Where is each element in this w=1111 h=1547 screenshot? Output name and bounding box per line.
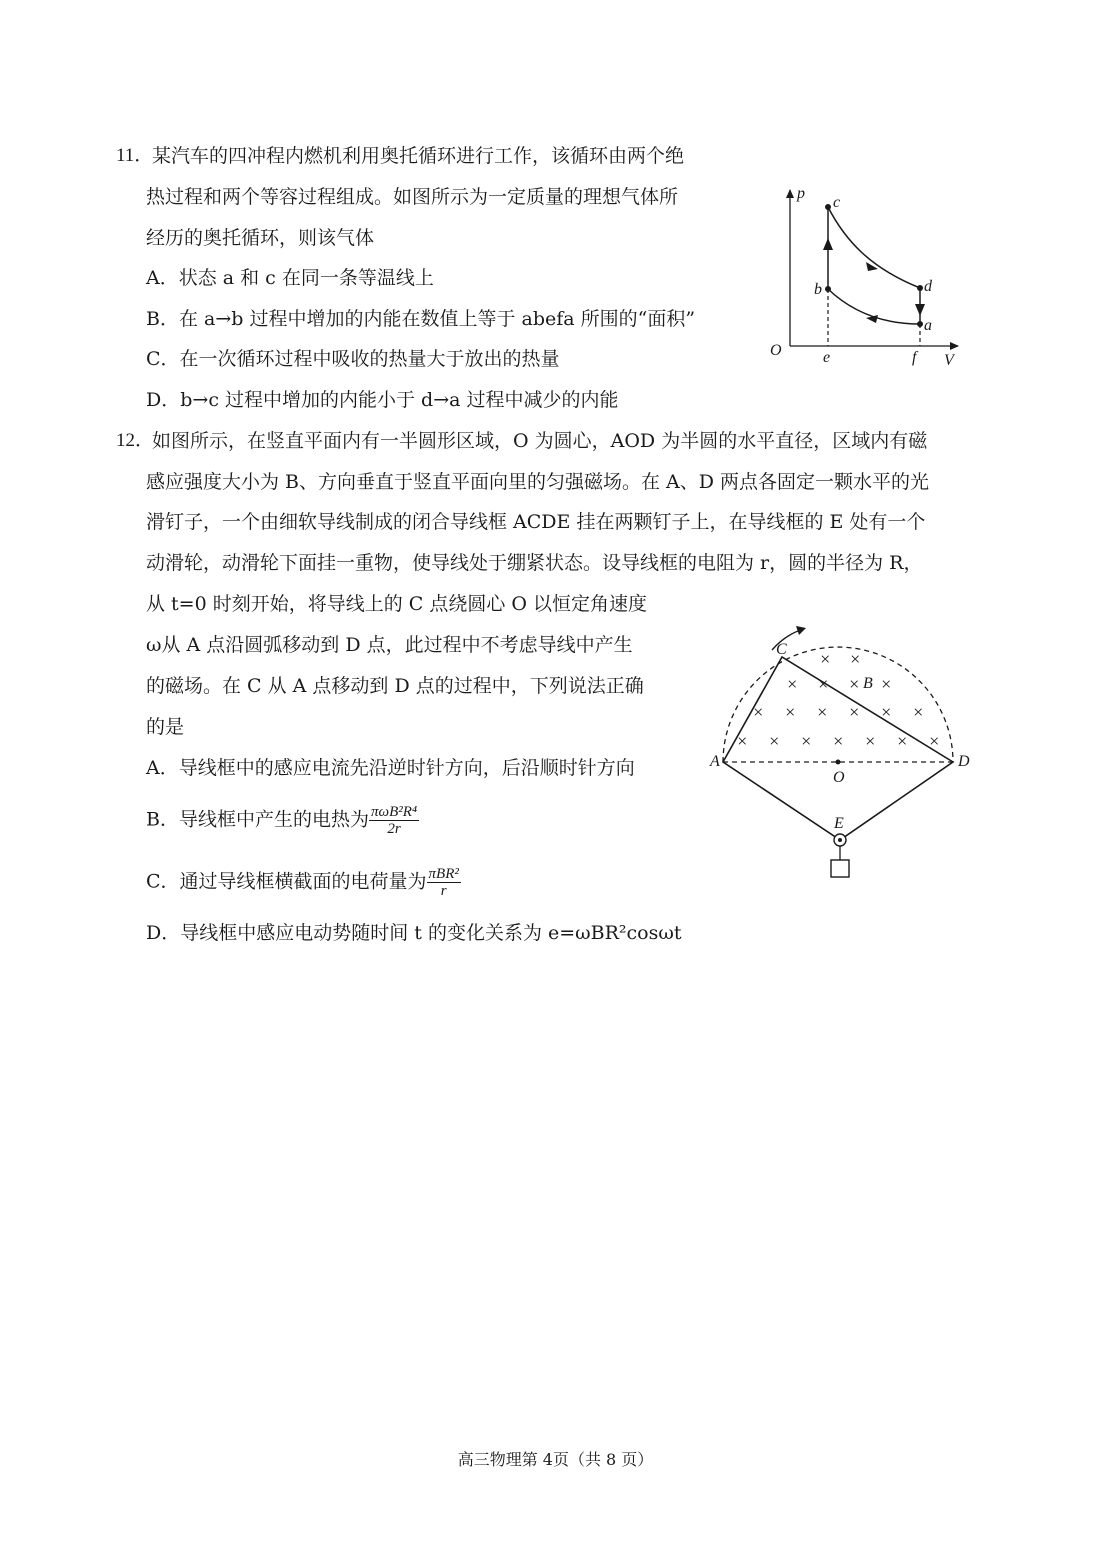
- q12-number: 12．: [116, 430, 155, 451]
- q11-stem-line-2: 热过程和两个等容过程组成。如图所示为一定质量的理想气体所: [146, 186, 679, 208]
- label-E: E: [834, 815, 844, 832]
- point-a: [917, 321, 923, 327]
- label-a: a: [924, 317, 932, 334]
- cross-17: ×: [864, 731, 877, 751]
- q12-stem-line-5: 从 t=0 时刻开始，将导线上的 C 点绕圆心 O 以恒定角速度: [146, 593, 647, 615]
- pulley-axle: [838, 838, 842, 842]
- q12-stem-line-3: 滑钉子，一个由细软导线制成的闭合导线框 ACDE 挂在两颗钉子上，在导线框的 E 处有一个: [146, 511, 926, 533]
- point-d: [917, 285, 923, 291]
- cross-14: ×: [768, 731, 781, 751]
- q12-stem-line-4: 动滑轮，动滑轮下面挂一重物，使导线处于绷紧状态。设导线框的电阻为 r，圆的半径为 R，: [146, 552, 923, 574]
- q12-option-c-numerator: πBR²: [428, 866, 459, 882]
- cross-18: ×: [896, 731, 909, 751]
- cross-1: ×: [819, 649, 832, 669]
- q12-stem-line-1: 如图所示，在竖直平面内有一半圆形区域，O 为圆心，AOD 为半圆的水平直径，区域内有磁: [152, 430, 928, 452]
- q12-stem-line-2: 感应强度大小为 B、方向垂直于竖直平面向里的匀强磁场。在 A、D 两点各固定一颗水平的光: [146, 471, 930, 493]
- process-c-to-d: [828, 207, 920, 288]
- hanging-weight: [831, 860, 849, 877]
- point-b: [825, 286, 831, 292]
- v-axis-label: V: [944, 352, 954, 369]
- cross-12: ×: [912, 702, 925, 722]
- cross-13: ×: [736, 731, 749, 751]
- q12-option-c-text: C．通过导线框横截面的电荷量为: [146, 870, 427, 893]
- rotation-arrow-head: [796, 626, 806, 635]
- point-c: [825, 204, 831, 210]
- cross-8: ×: [784, 702, 797, 722]
- q11-option-a: A．状态 a 和 c 在同一条等温线上: [146, 267, 434, 289]
- cross-11: ×: [880, 702, 893, 722]
- q12-option-c-denominator: r: [440, 883, 447, 899]
- q11-stem-line-1: 某汽车的四冲程内燃机利用奥托循环进行工作，该循环由两个绝: [152, 145, 685, 167]
- center-point-O: [836, 760, 841, 765]
- q12-option-b-text: B．导线框中产生的电热为: [146, 808, 369, 831]
- q12-option-b-fraction: [369, 804, 419, 837]
- q12-option-b-numerator: πωB²R⁴: [370, 804, 418, 820]
- label-b: b: [814, 281, 822, 298]
- q12-option-a: A．导线框中的感应电流先沿逆时针方向，后沿顺时针方向: [146, 757, 635, 779]
- label-O: O: [833, 769, 845, 786]
- cross-2: ×: [849, 649, 862, 669]
- label-D: D: [958, 753, 970, 770]
- label-d: d: [924, 278, 932, 295]
- arrow-d-to-a: [915, 304, 925, 316]
- q11-option-c: C．在一次循环过程中吸收的热量大于放出的热量: [146, 348, 560, 370]
- q11-option-b: B．在 a→b 过程中增加的内能在数值上等于 abefa 所围的“面积”: [146, 308, 696, 330]
- arrow-c-to-d: [866, 262, 878, 271]
- q12-option-d: D．导线框中感应电动势随时间 t 的变化关系为 e=ωBR²cosωt: [146, 922, 682, 944]
- arrow-b-to-c: [823, 238, 833, 250]
- cross-10: ×: [848, 702, 861, 722]
- q11-option-d: D．b→c 过程中增加的内能小于 d→a 过程中减少的内能: [146, 389, 619, 411]
- q12-option-c-fraction: [427, 866, 461, 899]
- label-e: e: [823, 349, 831, 366]
- q12-magnetic-field-diagram: [700, 620, 990, 890]
- cross-4: ×: [817, 674, 830, 694]
- q12-option-b-denominator: 2r: [387, 821, 401, 837]
- cross-16: ×: [832, 731, 845, 751]
- origin-label: O: [770, 342, 782, 359]
- cross-7: ×: [752, 702, 765, 722]
- cross-3: ×: [786, 674, 799, 694]
- q12-option-c: [146, 866, 461, 899]
- q11-pv-diagram: [760, 178, 975, 378]
- cross-5: ×: [848, 674, 861, 694]
- label-c: c: [833, 194, 841, 211]
- label-f: f: [912, 349, 917, 366]
- cross-15: ×: [800, 731, 813, 751]
- cross-6: ×: [880, 674, 893, 694]
- q12-stem-line-8: 的是: [146, 716, 185, 738]
- q12-option-b: [146, 804, 419, 837]
- q12-stem-line-7: 的磁场。在 C 从 A 点移动到 D 点的过程中，下列说法正确: [146, 675, 644, 697]
- page-footer: 高三物理第 4页（共 8 页）: [457, 1450, 654, 1469]
- cross-19: ×: [928, 731, 941, 751]
- q11-number: 11．: [116, 145, 154, 166]
- label-B: B: [863, 675, 873, 692]
- cross-9: ×: [816, 702, 829, 722]
- q11-stem-line-3: 经历的奥托循环，则该气体: [146, 227, 375, 249]
- label-A: A: [710, 753, 720, 770]
- p-axis-label: p: [797, 185, 805, 202]
- q12-stem-line-6: ω从 A 点沿圆弧移动到 D 点，此过程中不考虑导线中产生: [146, 634, 633, 656]
- label-C: C: [776, 641, 787, 658]
